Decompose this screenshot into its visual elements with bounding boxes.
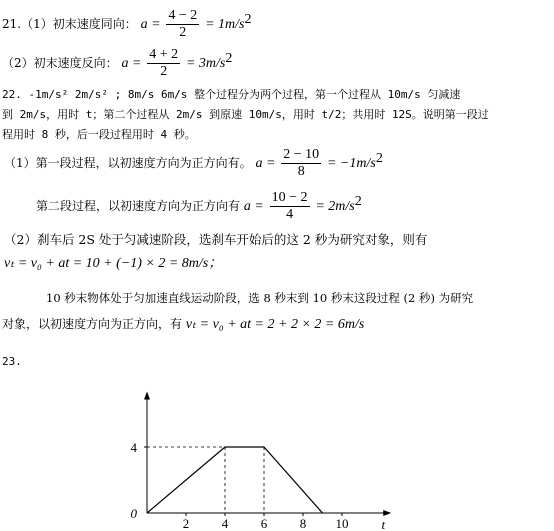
q22-section2-line1: （2）刹车后 2S 处于匀减速阶段，选刹车开始后的这 2 秒为研究对象，则有	[4, 232, 428, 247]
q22-part2-numerator: 10 − 2	[271, 190, 308, 205]
q22-section3-line1: 10 秒末物体处于匀加速直线运动阶段，选 8 秒末到 10 秒末这段过程 (2 秒) 为研究	[46, 291, 474, 305]
q22-part1-lhs: a =	[255, 156, 276, 171]
q21-line1-denominator: 2	[179, 25, 187, 40]
origin-label: 0	[130, 506, 137, 521]
q22-section3-text: 对象，以初速度方向为正方向，有	[2, 317, 183, 331]
x-tick-label: 10	[335, 516, 349, 531]
q21-line2-numerator: 4 + 2	[149, 47, 179, 62]
x-tick-label: 2	[182, 516, 190, 531]
q21-line2-lhs: a =	[121, 56, 142, 71]
q21-line1-numerator: 4 − 2	[168, 8, 198, 23]
q22-section2-equation: vₜ = v₀ + at = 10 + (−1) × 2 = 8m/s；	[4, 256, 223, 271]
q22-part1-denominator: 8	[297, 164, 305, 179]
q21-line2-result: = 3m/s	[185, 56, 226, 71]
q21-line2-exponent: 2	[225, 51, 233, 66]
q22-part1-exponent: 2	[375, 151, 383, 166]
q22-part2-result: = 2m/s	[315, 199, 355, 214]
q22-part1-result: = −1m/s	[326, 156, 376, 171]
q22-line1: 22. -1m/s² 2m/s² ; 8m/s 6m/s 整个过程分为两个过程，第一个过程从 10m/s 匀减速	[2, 88, 461, 101]
x-tick-label: 8	[299, 516, 307, 531]
q22-line3: 程用时 8 秒，后一段过程用时 4 秒。	[2, 128, 196, 141]
q22-part2-exponent: 2	[354, 194, 362, 209]
x-axis-label: t	[381, 517, 386, 531]
q21-line2-label: （2）初末速度反向：	[2, 56, 118, 70]
q21-line1-label: 21.（1）初末速度同向：	[2, 17, 137, 31]
q21-line1-exponent: 2	[244, 12, 252, 27]
q22-part1-label: （1）第一段过程，以初速度方向为正方向有。	[4, 156, 252, 170]
q22-part2-lhs: a =	[243, 199, 264, 214]
x-axis-arrow	[383, 510, 391, 516]
q21-line1-lhs: a =	[140, 17, 161, 32]
q21-line2-denominator: 2	[160, 64, 168, 79]
x-tick-label: 4	[221, 516, 229, 531]
q22-part2-denominator: 4	[286, 207, 294, 222]
q22-line2: 到 2m/s，用时 t；第二个过程从 2m/s 到原速 10m/s，用时 t/2；共用时 12S。说明第一段过	[2, 108, 489, 121]
q22-part1-numerator: 2 − 10	[283, 147, 320, 162]
x-tick-label: 6	[260, 516, 268, 531]
velocity-series-line	[147, 447, 323, 513]
q21-line1-result: = 1m/s	[205, 17, 245, 32]
y-axis-arrow	[144, 392, 150, 400]
q22-part2-label: 第二段过程，以初速度方向为正方向有	[36, 199, 241, 213]
q22-section3-equation: vₜ = v₀ + at = 2 + 2 × 2 = 6m/s	[185, 317, 365, 332]
y-tick-label: 4	[130, 440, 137, 455]
q23-label: 23.	[2, 355, 22, 368]
